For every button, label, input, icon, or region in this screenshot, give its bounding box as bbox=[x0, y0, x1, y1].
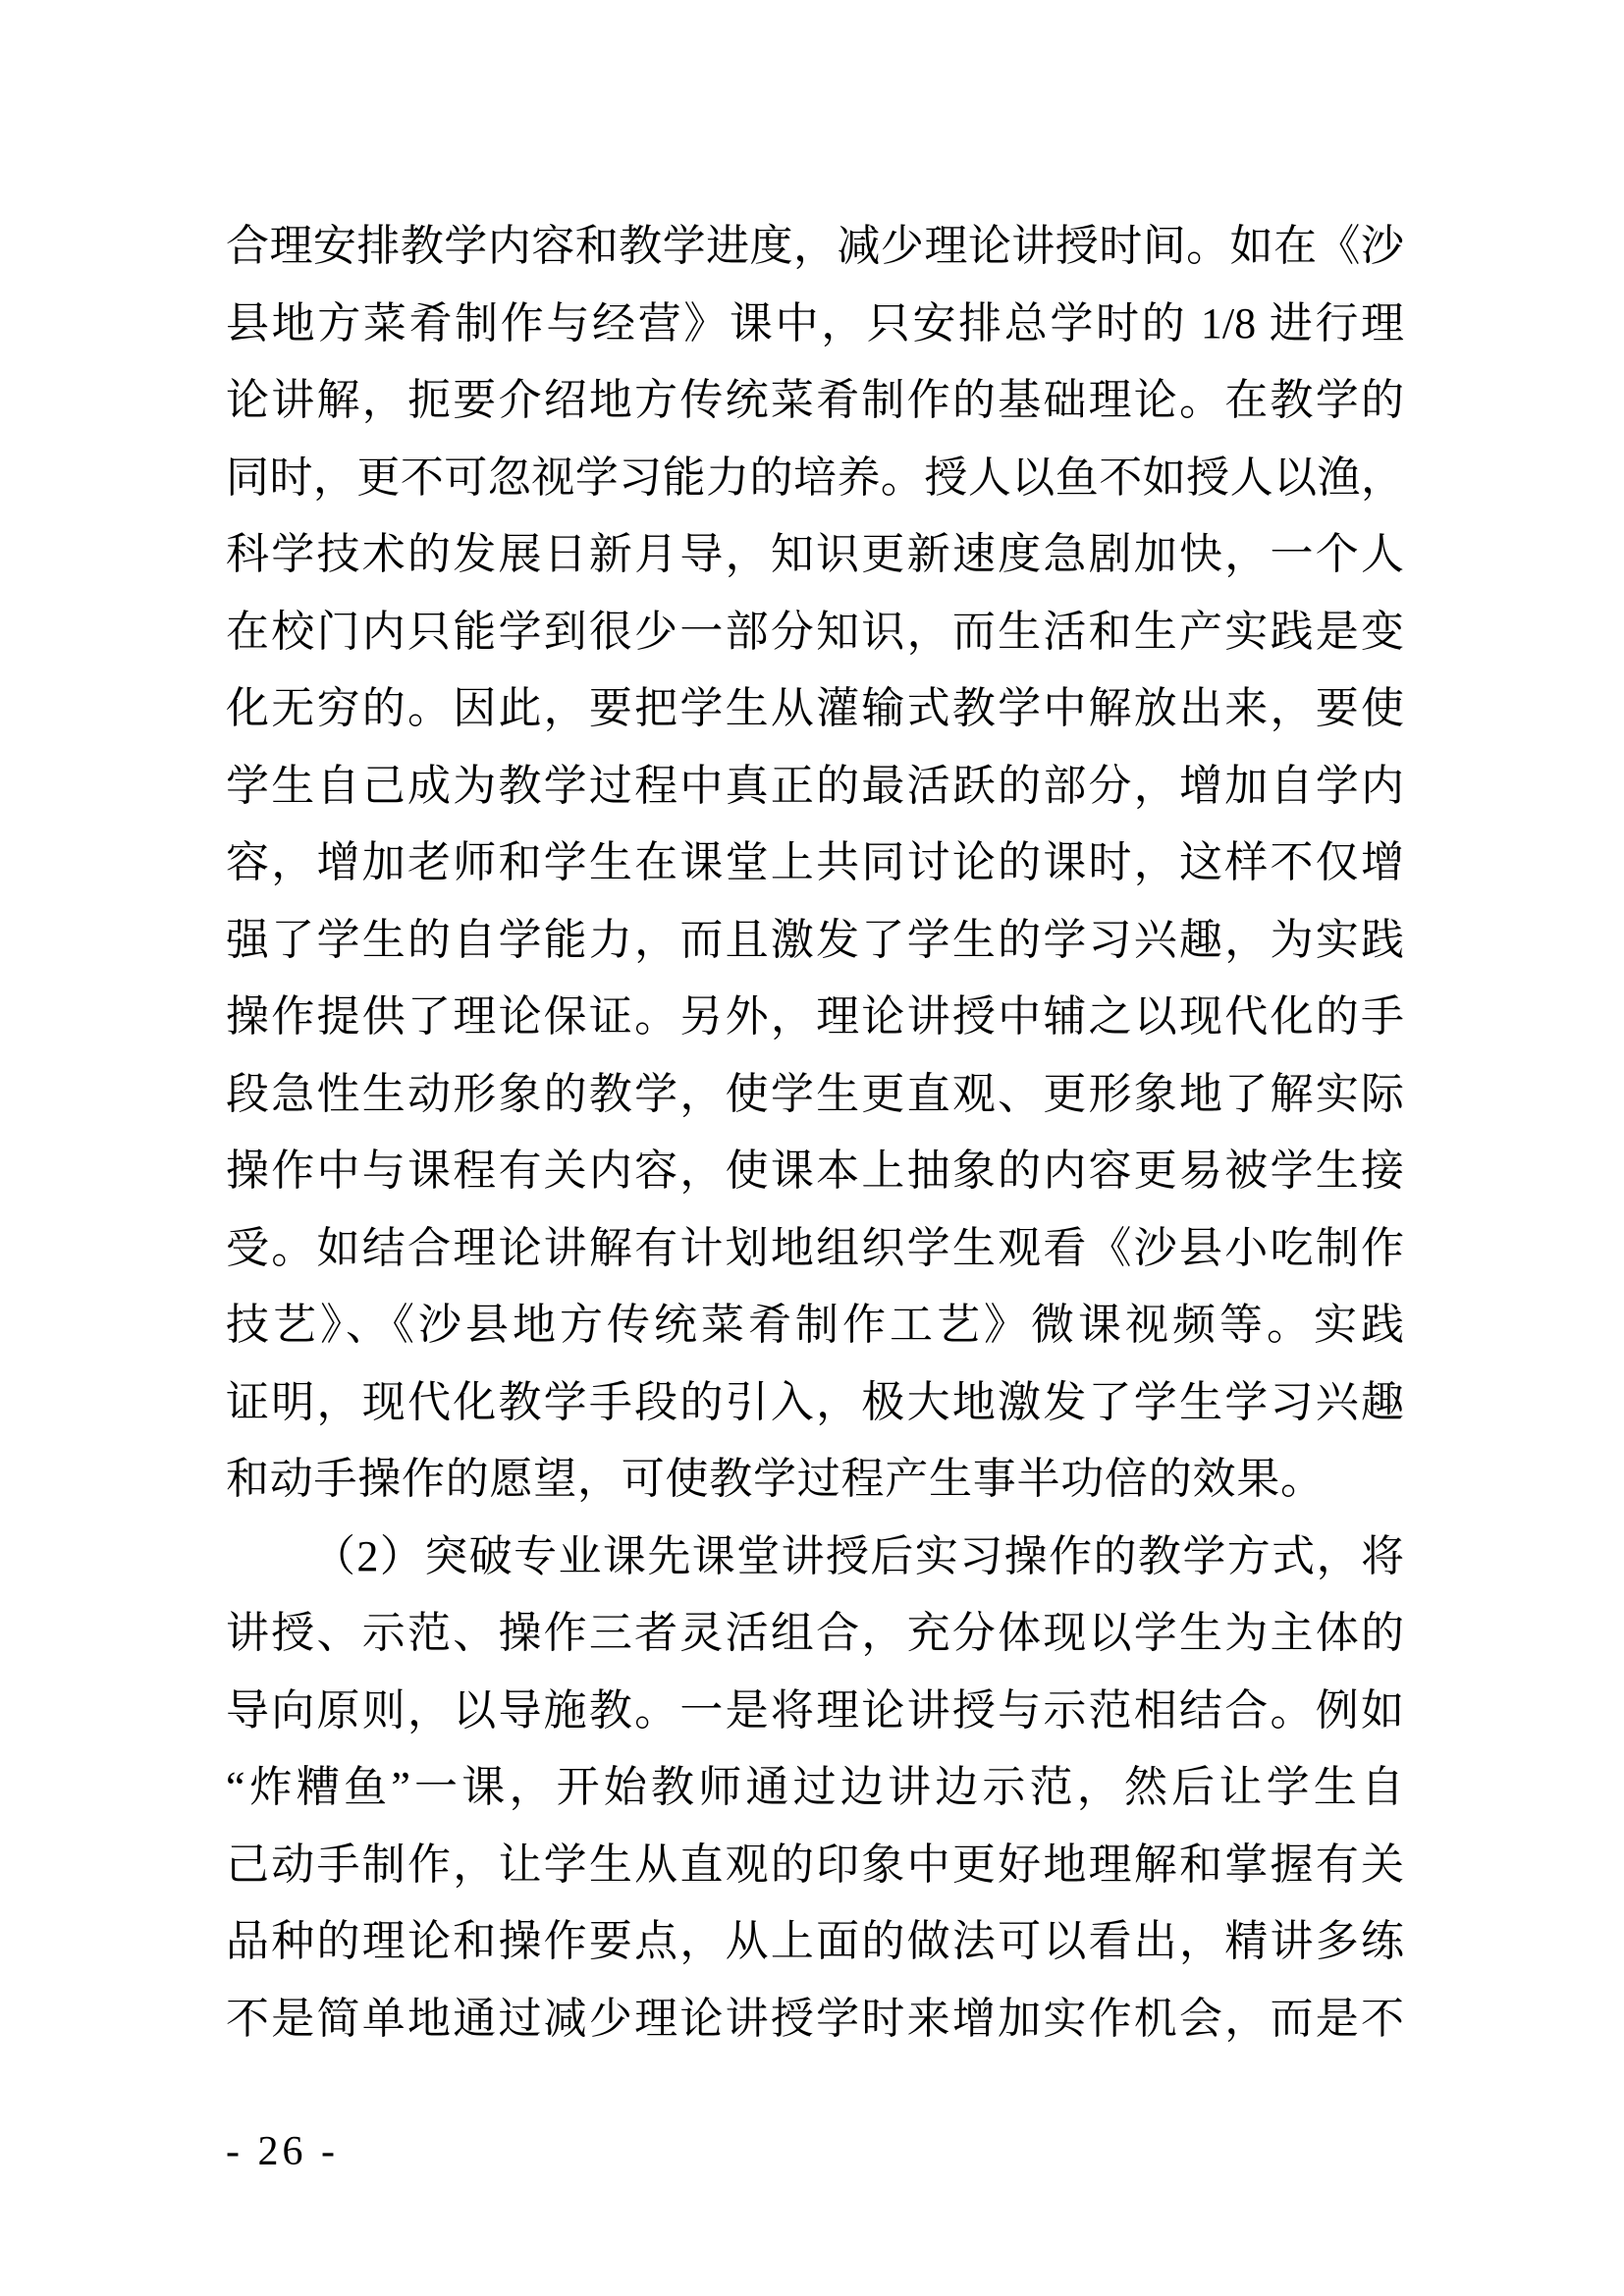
text-line: 讲授、示范、操作三者灵活组合，充分体现以学生为主体的 bbox=[226, 1609, 1404, 1657]
text-line-paragraph-end: 和动手操作的愿望，可使教学过程产生事半功倍的效果。 bbox=[226, 1455, 1324, 1503]
text-line: 操作提供了理论保证。另外，理论讲授中辅之以现代化的手 bbox=[226, 992, 1404, 1041]
text-line: 己动手制作，让学生从直观的印象中更好地理解和掌握有关 bbox=[226, 1840, 1404, 1889]
text-line: 容，增加老师和学生在课堂上共同讨论的课时，这样不仅增 bbox=[226, 838, 1404, 886]
text-line: 科学技术的发展日新月导，知识更新速度急剧加快，一个人 bbox=[226, 530, 1404, 578]
text-line: 合理安排教学内容和教学进度，减少理论讲授时间。如在《沙 bbox=[226, 222, 1404, 270]
text-line-paragraph-start: （2）突破专业课先课堂讲授后实习操作的教学方式，将 bbox=[312, 1531, 1404, 1580]
text-block bbox=[226, 208, 1404, 2057]
text-line: 在校门内只能学到很少一部分知识，而生活和生产实践是变 bbox=[226, 607, 1404, 656]
text-line: 品种的理论和操作要点，从上面的做法可以看出，精讲多练 bbox=[226, 1917, 1404, 1965]
text-line: “炸糟鱼”一课，开始教师通过边讲边示范，然后让学生自 bbox=[226, 1763, 1404, 1811]
text-line: 技艺》、《沙县地方传统菜肴制作工艺》微课视频等。实践 bbox=[226, 1301, 1404, 1349]
page-number: - 26 - bbox=[226, 2129, 339, 2174]
text-line: 段急性生动形象的教学，使学生更直观、更形象地了解实际 bbox=[226, 1069, 1404, 1118]
text-line: 导向原则，以导施教。一是将理论讲授与示范相结合。例如 bbox=[226, 1685, 1404, 1735]
text-line: 操作中与课程有关内容，使课本上抽象的内容更易被学生接 bbox=[226, 1147, 1404, 1195]
text-line: 受。如结合理论讲解有计划地组织学生观看《沙县小吃制作 bbox=[226, 1223, 1404, 1272]
text-line: 县地方菜肴制作与经营》课中，只安排总学时的 1/8 进行理 bbox=[226, 298, 1404, 347]
text-line: 不是简单地通过减少理论讲授学时来增加实作机会，而是不 bbox=[226, 1994, 1404, 2043]
text-line: 同时，更不可忽视学习能力的培养。授人以鱼不如授人以渔， bbox=[226, 453, 1404, 502]
text-line: 学生自己成为教学过程中真正的最活跃的部分，增加自学内 bbox=[226, 761, 1404, 810]
text-line: 化无穷的。因此，要把学生从灌输式教学中解放出来，要使 bbox=[226, 684, 1404, 732]
text-line: 强了学生的自学能力，而且激发了学生的学习兴趣，为实践 bbox=[226, 915, 1404, 964]
text-line: 证明，现代化教学手段的引入，极大地激发了学生学习兴趣 bbox=[226, 1377, 1404, 1426]
text-line: 论讲解，扼要介绍地方传统菜肴制作的基础理论。在教学的 bbox=[226, 376, 1404, 424]
